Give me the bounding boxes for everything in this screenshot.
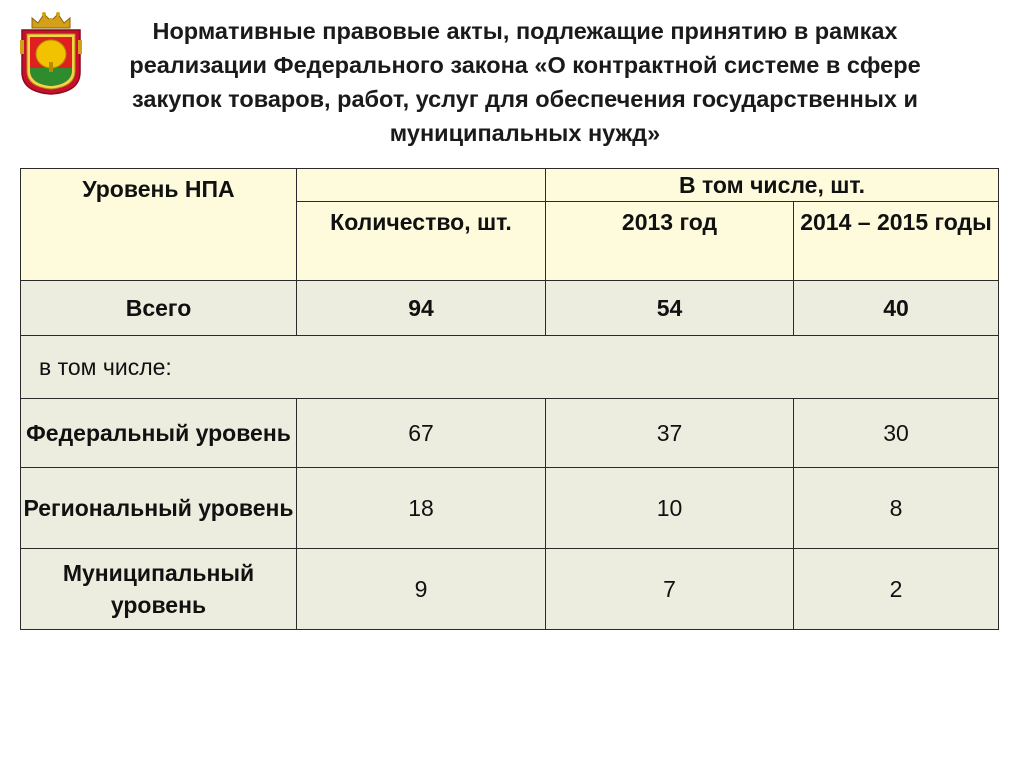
row-2014-2015: 2: [794, 549, 999, 630]
npa-table-container: [20, 168, 998, 633]
total-label: Всего: [21, 281, 297, 336]
total-2013: 54: [546, 281, 794, 336]
row-2013: 37: [546, 399, 794, 468]
row-quantity: 18: [297, 468, 546, 549]
including-row: [21, 336, 999, 399]
total-2014-2015: 40: [794, 281, 999, 336]
header-including: В том числе, шт.: [546, 169, 999, 202]
npa-table: [20, 168, 999, 630]
row-2014-2015: 30: [794, 399, 999, 468]
header-2013: 2013 год: [546, 202, 794, 281]
page-title: Нормативные правовые акты, подлежащие принятию в рамках реализации Федерального закона «О контрактной системе в сфере закупок товаров, работ, услуг для обеспечения государственных и муниципальных нужд»: [129, 18, 921, 146]
header-quantity: Количество, шт.: [297, 202, 546, 281]
row-label: Федеральный уровень: [21, 399, 297, 468]
table-row: [21, 399, 999, 468]
table-row: [21, 549, 999, 630]
total-row: [21, 281, 999, 336]
row-quantity: 9: [297, 549, 546, 630]
header-empty-cell: [297, 169, 546, 202]
including-label: в том числе:: [21, 336, 999, 399]
header-level: Уровень НПА: [21, 169, 297, 281]
header-row-1: [21, 169, 999, 202]
header-2014-2015: 2014 – 2015 годы: [794, 202, 999, 281]
row-2013: 10: [546, 468, 794, 549]
total-quantity: 94: [297, 281, 546, 336]
row-label: Муниципальный уровень: [21, 549, 297, 630]
coat-of-arms-icon: [18, 10, 84, 96]
row-quantity: 67: [297, 399, 546, 468]
row-2014-2015: 8: [794, 468, 999, 549]
table-row: [21, 468, 999, 549]
row-label: Региональный уровень: [21, 468, 297, 549]
row-2013: 7: [546, 549, 794, 630]
